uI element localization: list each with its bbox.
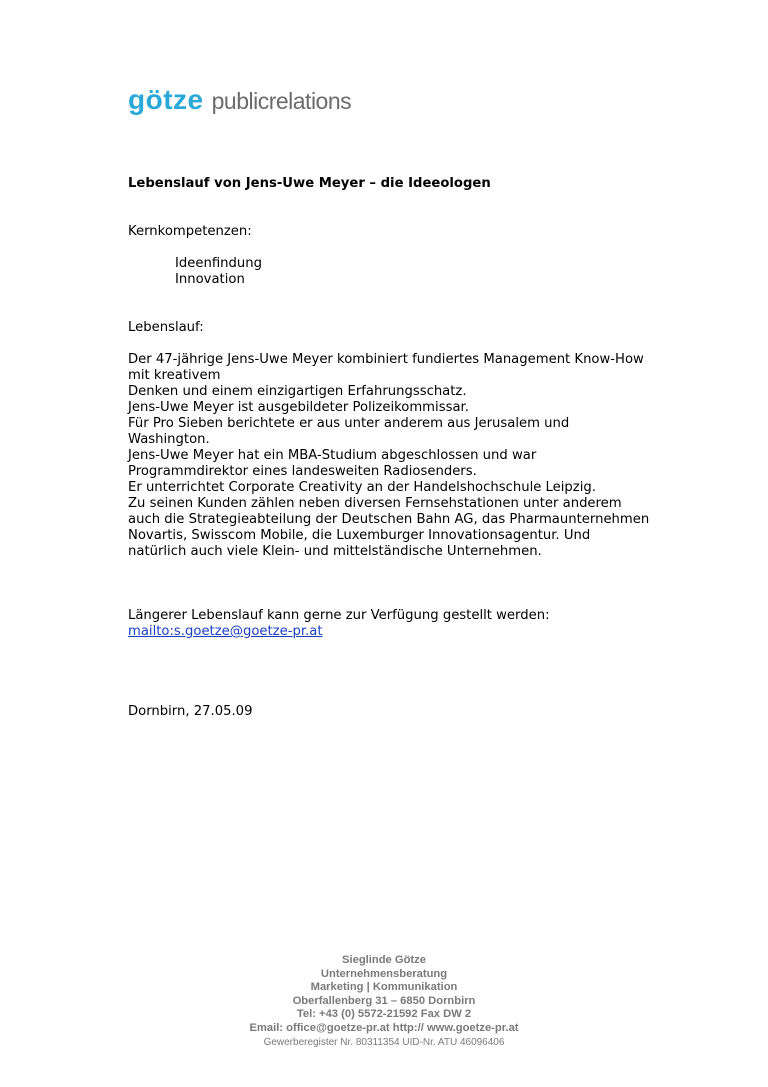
- cv-line: Jens-Uwe Meyer ist ausgebildeter Polizeikommissar.: [128, 400, 469, 415]
- cv-label: Lebenslauf:: [128, 320, 204, 335]
- cv-line: mit kreativem: [128, 368, 221, 383]
- footer-contact: Email: office@goetze-pr.at http:// www.goetze-pr.at: [249, 1021, 519, 1034]
- competencies-label: Kernkompetenzen:: [128, 224, 252, 239]
- footer-name: Sieglinde Götze: [342, 954, 426, 966]
- cv-line: Denken und einem einzigartigen Erfahrungsschatz.: [128, 384, 467, 399]
- footer-line: Marketing | Kommunikation: [310, 981, 458, 994]
- cv-line: auch die Strategieabteilung der Deutschen Bahn AG, das Pharmaunternehmen: [128, 512, 650, 527]
- footer-phone: Tel: +43 (0) 5572-21592 Fax DW 2: [296, 1008, 472, 1021]
- competency-item: Innovation: [175, 272, 245, 287]
- document-body: [128, 176, 658, 720]
- place-date: Dornbirn, 27.05.09: [128, 704, 253, 719]
- cv-paragraph: [128, 352, 658, 560]
- footer-address: Oberfallenberg 31 – 6850 Dornbirn: [292, 994, 476, 1007]
- company-logo: [128, 84, 351, 120]
- cv-line: Jens-Uwe Meyer hat ein MBA-Studium abgeschlossen und war: [128, 448, 537, 463]
- longer-cv-note: Längerer Lebenslauf kann gerne zur Verfügung gestellt werden:: [128, 608, 550, 623]
- cv-line: natürlich auch viele Klein- und mittelständische Unternehmen.: [128, 544, 542, 559]
- cv-line: Er unterrichtet Corporate Creativity an der Handelshochschule Leipzig.: [128, 480, 596, 495]
- email-link[interactable]: mailto:s.goetze@goetze-pr.at: [128, 624, 323, 639]
- document-title: Lebenslauf von Jens-Uwe Meyer – die Ideeologen: [128, 176, 491, 191]
- cv-line: Programmdirektor eines landesweiten Radiosenders.: [128, 464, 477, 479]
- cv-line: Washington.: [128, 432, 210, 447]
- letterhead-footer: [200, 954, 568, 1049]
- logo-brand: götze: [128, 84, 204, 115]
- competency-item: Ideenfindung: [175, 256, 262, 271]
- footer-register: Gewerberegister Nr. 80311354 UID-Nr. ATU 46096406: [263, 1036, 505, 1048]
- footer-line: Unternehmensberatung: [320, 967, 448, 980]
- cv-line: Für Pro Sieben berichtete er aus unter anderem aus Jerusalem und: [128, 416, 570, 431]
- cv-line: Der 47-jährige Jens-Uwe Meyer kombiniert fundiertes Management Know-How: [128, 352, 644, 367]
- cv-line: Zu seinen Kunden zählen neben diversen Fernsehstationen unter anderem: [128, 496, 622, 511]
- logo-tagline: publicrelations: [211, 88, 352, 114]
- cv-line: Novartis, Swisscom Mobile, die Luxemburger Innovationsagentur. Und: [128, 528, 591, 543]
